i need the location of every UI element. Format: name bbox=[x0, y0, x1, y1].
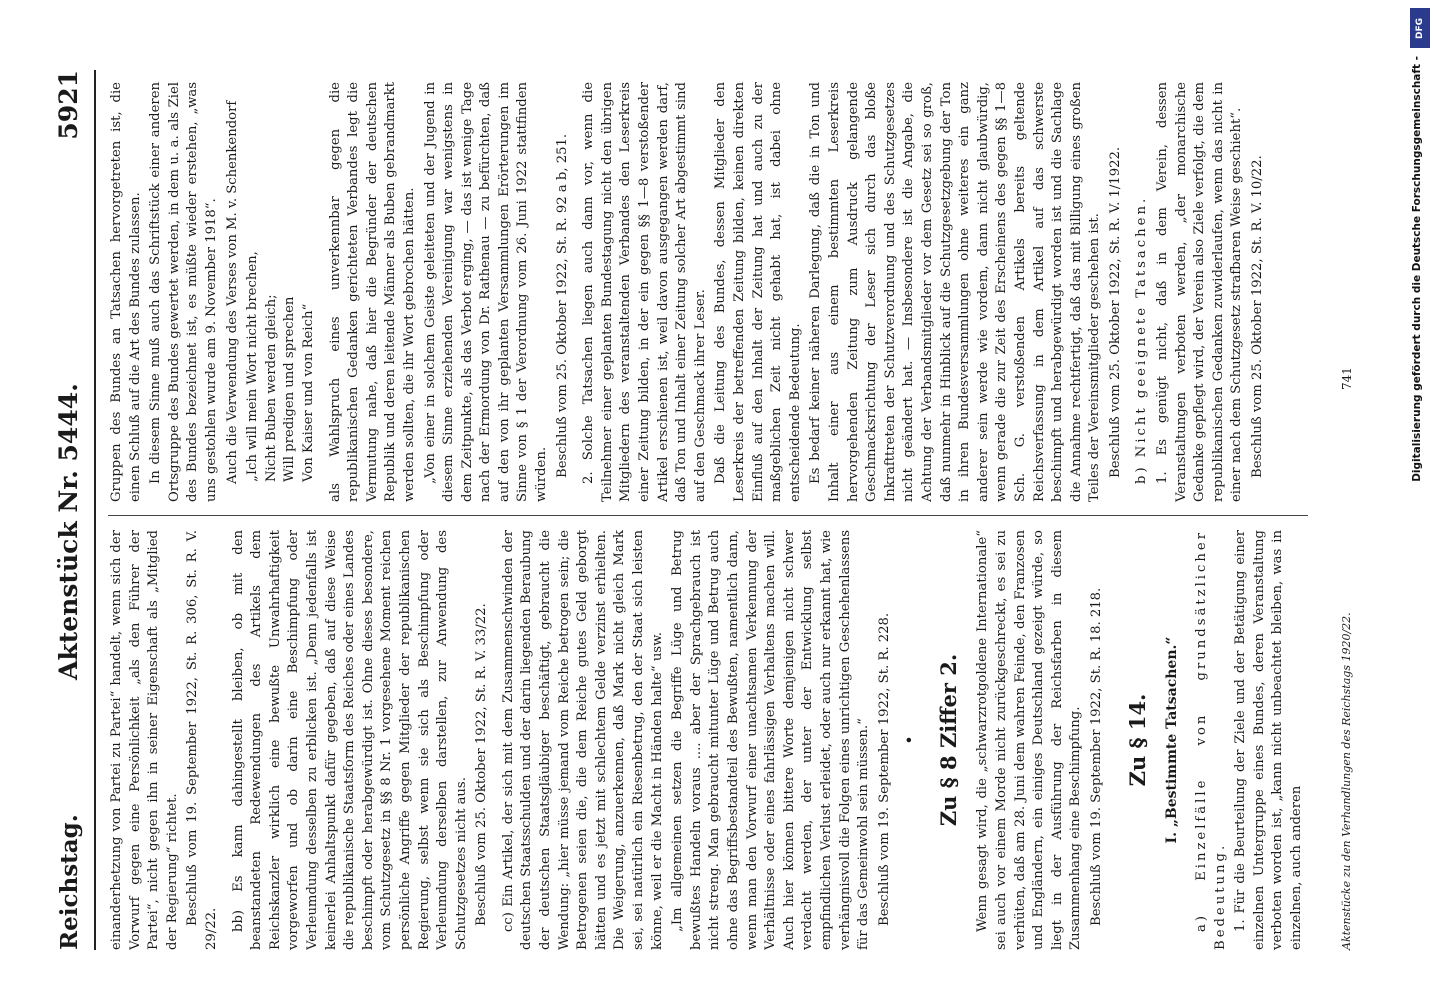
paragraph-bb: bb) Es kann dahingestellt bleiben, ob mit den beanstandeten Redewendungen des Artikels dem Reichskanzler wirklich eine bewußte Unwahrhaftigkeit vorgeworfen und ob darin eine Beschimpfung oder Verleumdung desselben zu erblicken ist. „Denn jedenfalls ist keinerlei Anhaltspunkt dafür gegeben, daß auf diese Weise die republikanische Staatsform des Reiches oder eines Landes beschimpft oder herabgewürdigt ist. Ohne dieses besondere, vom Schutzgesetz in §§ 8 Nr. 1 vorgesehene Moment reichen persönliche Angriffe gegen Mitglieder der republikanischen Regierung, selbst wenn sie sich als Beschimpfung oder Verleumdung derselben darstellen, zur Anwendung des Schutzgesetzes nicht aus. bbox=[230, 530, 469, 950]
right-column bbox=[108, 82, 1378, 502]
item-a: a) Einzelfälle von grundsätzlicher Bedeutung. bbox=[1194, 530, 1228, 950]
section-heading-14: Zu § 14. bbox=[1124, 693, 1150, 787]
page-number: 5921 bbox=[54, 70, 83, 140]
text-columns bbox=[108, 70, 1378, 950]
right-paragraph-9: 1. Es genügt nicht, daß in dem Verein, dessen Veranstaltungen verboten werden, „der monarchische Gedanke gepflegt wird, der Verein also Ziele verfolgt, die dem republikanischen Gedanken zuwiderlaufen, wenn das nicht in einer nach dem Schutzgesetz strafbaren Weise geschieht“. bbox=[1155, 82, 1245, 502]
verse-line: Will predigen und sprechen bbox=[282, 296, 298, 482]
verse-line: Von Kaiser und von Reich“ bbox=[300, 303, 316, 482]
resolution-1: Beschluß vom 19. September 1922, St. R. 306, St. R. V. 29/22. bbox=[185, 530, 219, 950]
separator-dot: • bbox=[900, 735, 920, 745]
dfg-logo: DFG bbox=[1410, 8, 1430, 48]
resolution-3: Beschluß vom 19. September 1922, St. R. 228. bbox=[876, 612, 892, 926]
header-left: Reichstag. bbox=[56, 814, 83, 950]
left-column bbox=[108, 530, 1378, 950]
resolution-4: Beschluß vom 19. September 1922, St. R. 18. 218. bbox=[1088, 587, 1104, 926]
paragraph-cc: cc) Ein Artikel, der sich mit dem Zusammenschwinden der deutschen Staatsschulden und der darin liegenden Beraubung der deutschen Staatsgläubiger beschäftigt, gebraucht die Wendung: „hier müsse jemand vom Reiche betrogen sein; die Betrogenen seien die, die dem Reiche gutes Geld geborgt hätten und es jetzt mit schlechtem Gelde verzinst erhielten. Die Weigerung, anzuerkennen, daß Mark nicht gleich Mark sei, sei natürlich ein Riesenbetrug, den der Staat sich leisten könne, weil er die Macht in Händen halte“ usw. bbox=[500, 530, 665, 950]
paragraph-cc-2: „Im allgemeinen setzen die Begriffe Lüge und Betrug bewußtes Handeln voraus .... aber der Sprachgebrauch ist nicht streng. Man gebraucht mitunter Lüge und Betrug auch ohne das Begriffsbestandteil des Bewußten, namentlich dann, wenn man den Vorwurf einer unachtsamen Verkennung der Verhältnisse oder eines fahrlässigen Verhaltens machen will. Auch hier können bittere Worte demjenigen nicht schwer verdacht werden, der unter der Entwicklung selbst empfindlichen Verlust erleidet, oder auch nur erkannt hat, wie verhängnisvoll die Folgen eines unrichtigen Geschehenlassens für das Gemeinwohl sein müssen.“ bbox=[670, 530, 872, 950]
right-paragraph-4: als Wahlspruch eines unverkennbar gegen die republikanischen Gedanken gerichteten Verbandes legt die Vermutung nahe, daß hier die Begründer der deutschen Republik und deren leitende Männer als Buben gebrandmarkt werden sollten, die ihr Wort gebrochen hätten. bbox=[327, 82, 417, 502]
right-paragraph-5: „Von einer in solchem Geiste geleiteten und der Jugend in diesem Sinne erziehenden Vereinigung war wenigstens in dem Zeitpunkte, als das Verbot erging, — das ist wenige Tage nach der Ermordung von Dr. Rathenau — zu befürchten, daß auf den von ihr geplanten Versammlungen Erörterungen im Sinne von § 1 der Verordnung vom 26. Juni 1922 stattfinden würden. bbox=[422, 82, 550, 502]
right-paragraph-2: In diesem Sinne muß auch das Schriftstück einer anderen Ortsgruppe des Bundes gewertet werden, in dem u. a. als Ziel des Bundes bezeichnet ist, es müßte wieder erstehen, „was uns gestohlen wurde am 9. November 1918“. bbox=[148, 82, 219, 502]
digitization-note: Digitalisierung gefördert durch die Deutsche Forschungsgemeinschaft - bbox=[1411, 56, 1423, 482]
column-divider bbox=[108, 515, 1308, 516]
page-header bbox=[50, 70, 96, 950]
paragraph-14-1: 1. Für die Beurteilung der Ziele und der Betätigung einer einzelnen Untergruppe eines Bundes, deren Veranstaltung verboten worden ist, „kann nicht unbeachtet bleiben, was in einzelnen, auch anderen bbox=[1233, 530, 1305, 950]
right-resolution-3: Beschluß vom 25. Oktober 1922, St. R. V. 10/22. bbox=[1250, 155, 1266, 478]
paragraph-8-2: Wenn gesagt wird, die „schwarzrotgoldene Internationale“ sei auch vor einem Morde nicht zurückgeschreckt, es sei zu verhüten, daß am 28. Juni dem wahren Feinde, den Franzosen und Engländern, ein einiges Deutschland gezeigt würde, so liegt in der Ausführung der Reichsfarben in diesem Zusammenhang eine Beschimpfung. bbox=[975, 530, 1084, 950]
right-resolution-1: Beschluß vom 25. Oktober 1922, St. R. 92 a b, 251. bbox=[554, 133, 570, 478]
resolution-2: Beschluß vom 25. Oktober 1922, St. R. V. 33/22. bbox=[474, 603, 490, 926]
footnote-source: Aktenstücke zu den Verhandlungen des Reichstags 1920/22. bbox=[1340, 612, 1353, 950]
right-paragraph-1: Gruppen des Bundes an Tatsachen hervorgetreten ist, die einen Schluß auf die Art des Bundes zulassen. bbox=[109, 82, 143, 502]
right-paragraph-3: Auch die Verwendung des Verses von M. v. Schenkendorf bbox=[224, 100, 240, 484]
digitization-strip bbox=[1408, 0, 1432, 1000]
subheading-bestimmte-tatsachen: I. „Bestimmte Tatsachen.“ bbox=[1163, 636, 1180, 844]
right-paragraph-6: 2. Solche Tatsachen liegen auch dann vor, wenn die Teilnehmer einer geplanten Bundestagung nicht den übrigen Mitgliedern des veranstaltenden Verbandes den Leserkreis einer Zeitung bilden, in der ein gegen §§ 1—8 verstoßender Artikel erschienen ist, weil davon ausgegangen werden darf, daß Ton und Inhalt einer Zeitung solcher Art abgestimmt sind auf den Geschmack ihrer Leser. bbox=[581, 82, 708, 502]
rotated-page bbox=[50, 70, 1390, 950]
item-b: b) Nicht geeignete Tatsachen. bbox=[1134, 195, 1150, 484]
right-paragraph-7: Daß die Leitung des Bundes, dessen Mitglieder den Leserkreis der betreffenden Zeitung bilden, keinen direkten Einfluß auf den Inhalt der Zeitung hat und auch zu der maßgeblichen Zeit nicht gehabt hat, ist dabei ohne entscheidende Bedeutung. bbox=[713, 82, 803, 502]
right-paragraph-8: Es bedarf keiner näheren Darlegung, daß die in Ton und Inhalt einer aus einem bestimmten Leserkreis hervorgehenden Zeitung zum Ausdruck gelangende Geschmacksrichtung der Leser sich durch das bloße Inkrafttreten der Schutzverordnung und des Schutzgesetzes nicht geändert hat. — Insbesondere ist die Angabe, die Achtung der Verbandsmitglieder vor dem Gesetz sei so groß, daß nunmehr in Hinblick auf die Schutzgesetzgebung der Ton in ihren Bundesversammlungen ohne weiteres ein ganz anderer sein werde wie vordem, dann nicht glaubwürdig, wenn gerade die zur Zeit des Erscheinens des gegen §§ 1—8 Sch. G. verstoßenden Artikels bereits geltende Reichsverfassung in dem Artikel auf das schwerste beschimpft und herabgewürdigt worden ist und die Sachlage die Annahme rechtfertigt, daß das mit Billigung eines großen Teiles der Vereinsmitglieder geschehen ist. bbox=[808, 82, 1103, 502]
intro-paragraph: einanderhetzung von Partei zu Partei“ handelt, wenn sich der Vorwurf gegen eine Persönlichkeit „als den Führer der Partei“, nicht gegen ihn in seiner Eigenschaft als „Mitglied der Regierung“ richtet. bbox=[109, 530, 180, 950]
verse-quote bbox=[244, 82, 318, 502]
section-heading-8-2: Zu § 8 Ziffer 2. bbox=[936, 653, 962, 827]
verse-line: Nicht Buben werden gleich; bbox=[263, 294, 279, 482]
right-resolution-2: Beschluß vom 25. Oktober 1922, St. R. V. 1/1922. bbox=[1107, 146, 1123, 478]
signature-number: 741 bbox=[1340, 367, 1354, 390]
header-title: Aktenstück Nr. 5444. bbox=[54, 383, 83, 680]
verse-line: „Ich will mein Wort nicht brechen, bbox=[245, 251, 261, 482]
